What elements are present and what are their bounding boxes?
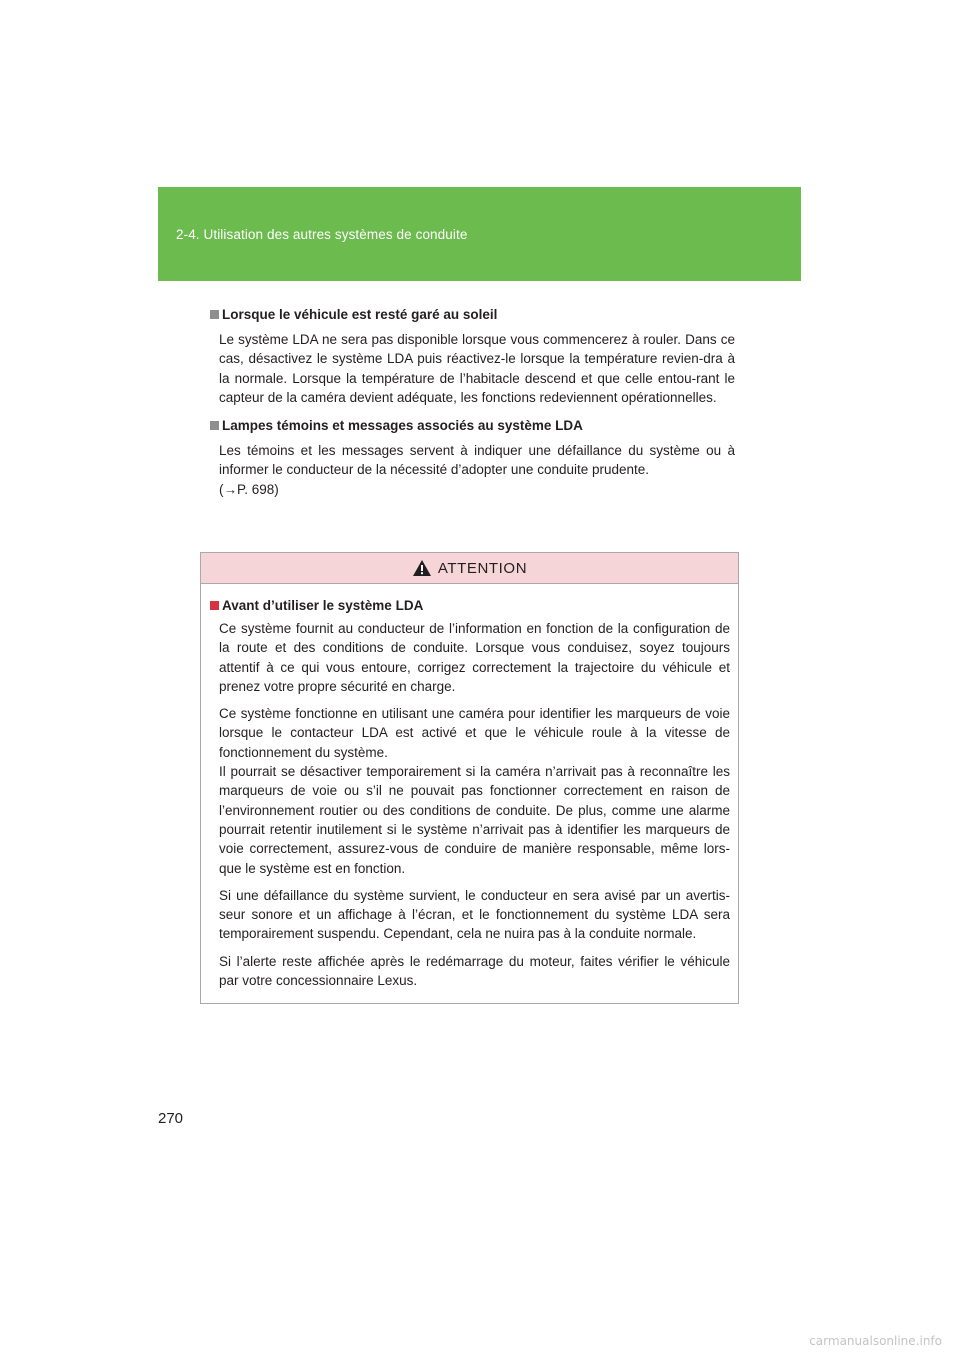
attention-label: ATTENTION (437, 559, 528, 577)
square-bullet-icon (210, 310, 219, 319)
square-bullet-icon (210, 601, 219, 610)
page-reference: (→P. 698) (219, 481, 279, 497)
attention-paragraph: Si une défaillance du système survient, le conducteur en sera avisé par un avertis-seur sonore et un affichage à l’écran, et le fonctionnement du système LDA sera temporairement suspendu. Cependant, cela ne nuira pas à la conduite normale. (219, 887, 730, 942)
attention-paragraph: Ce système fournit au conducteur de l’information en fonction de la configuration de la route et des conditions de conduite. Lorsque vous conduisez, soyez toujours attentif à ce qui vous entoure, corrigez correctement la trajectoire du véhicule et prenez votre propre sécurité en charge. (219, 621, 730, 694)
attention-box (200, 552, 739, 1004)
attention-header (201, 553, 738, 584)
paragraph: Le système LDA ne sera pas disponible lorsque vous commencerez à rouler. Dans ce cas, désactivez le système LDA puis réactivez-le lorsque la température revien-dra à la normale. Lorsque la température de l’habitacle descend et que celle entou-rant le capteur de la caméra devient adéquate, les fonctions redeviennent opérationnelles. (219, 332, 735, 405)
attention-subtitle (210, 598, 730, 613)
section-heading-parked-sun (210, 307, 735, 322)
square-bullet-icon (210, 421, 219, 430)
warning-triangle-icon (412, 559, 432, 577)
main-content (210, 307, 735, 510)
attention-body (201, 584, 738, 990)
section-heading-indicators (210, 418, 735, 433)
attention-paragraph: Ce système fonctionne en utilisant une caméra pour identifier les marqueurs de voie lorsque le contacteur LDA est activé et que le véhicule roule à la vitesse de fonctionnement du système. (219, 706, 730, 760)
watermark: carmanualsonline.info (809, 1334, 942, 1348)
attention-paragraph: Il pourrait se désactiver temporairement si la caméra n’arrivait pas à reconnaître les marqueurs de voie ou s’il ne pouvait pas fonctionner correctement en raison de l’environnement routier ou des conditions de conduite. De plus, comme une alarme pourrait retentir inutilement si le système n’arrivait pas à identifier les marqueurs de voie correctement, assurez-vous de conduire de manière responsable, même lors-que le système est en fonction. (219, 764, 730, 876)
section-title: 2-4. Utilisation des autres systèmes de conduite (176, 227, 468, 242)
section-header-band (158, 187, 801, 281)
page-number: 270 (158, 1110, 184, 1127)
attention-paragraph: Si l’alerte reste affichée après le redémarrage du moteur, faites vérifier le véhicule par votre concessionnaire Lexus. (219, 953, 730, 989)
section-heading-text: Lampes témoins et messages associés au système LDA (222, 418, 583, 434)
paragraph: Les témoins et les messages servent à indiquer une défaillance du système ou à informer le conducteur de la nécessité d’adopter une conduite prudente. (219, 443, 735, 478)
section-heading-text: Lorsque le véhicule est resté garé au soleil (222, 307, 498, 322)
attention-subtitle-text: Avant d’utiliser le système LDA (222, 598, 424, 613)
